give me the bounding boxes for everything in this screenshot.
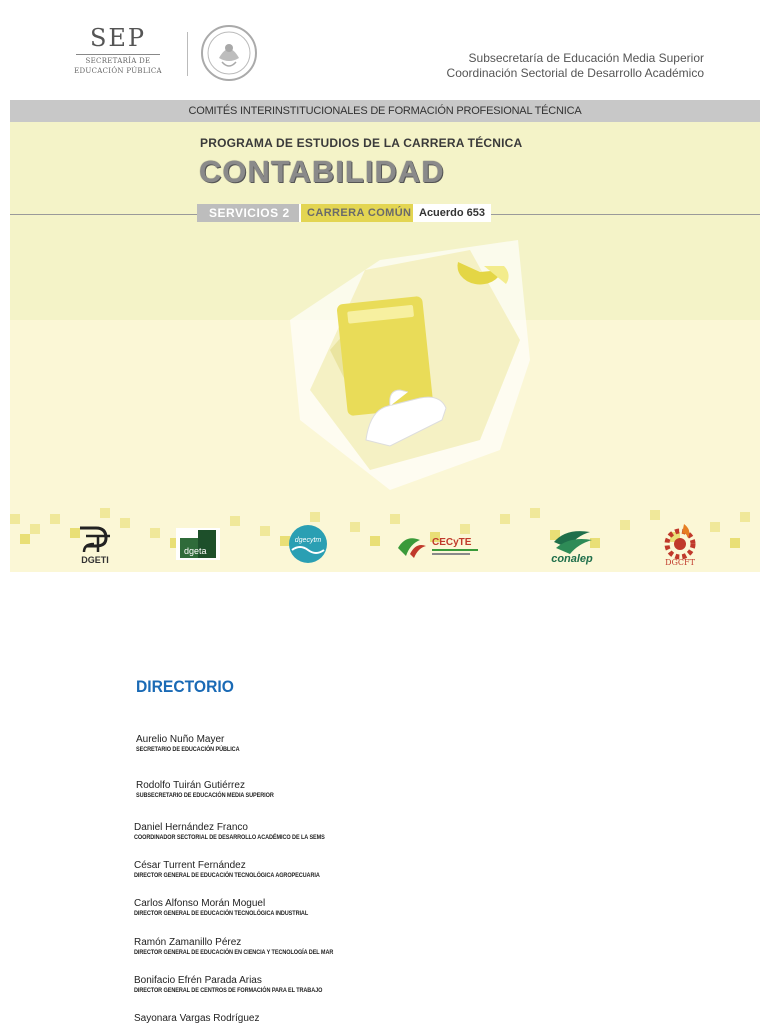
directory-entry bbox=[134, 1013, 259, 1025]
national-seal-icon bbox=[200, 24, 258, 82]
entry-name: Aurelio Nuño Mayer bbox=[136, 734, 225, 745]
sep-wordmark: SEP bbox=[89, 24, 147, 52]
sep-logo bbox=[68, 26, 168, 80]
entry-name: Rodolfo Tuirán Gutiérrez bbox=[136, 780, 245, 791]
committees-bar bbox=[10, 100, 760, 122]
coordinacion-label: Coordinación Sectorial de Desarrollo Académico bbox=[446, 66, 704, 80]
sep-logo-line2: EDUCACIÓN PÚBLICA bbox=[74, 67, 162, 75]
dgeta-text: dgeta bbox=[184, 546, 207, 556]
acuerdo-tag: Acuerdo 653 bbox=[413, 204, 491, 222]
header-divider bbox=[187, 32, 188, 76]
sep-logo-line1: SECRETARÍA DE bbox=[85, 57, 151, 65]
entry-role: DIRECTOR GENERAL DE EDUCACIÓN TECNOLÓGICA AGROPECUARIA bbox=[134, 872, 320, 879]
entry-name: César Turrent Fernández bbox=[134, 860, 246, 871]
entry-role: DIRECTOR GENERAL DE EDUCACIÓN TECNOLÓGICA INDUSTRIAL bbox=[134, 910, 309, 917]
checker-pattern bbox=[10, 508, 760, 572]
entry-name: Bonifacio Efrén Parada Arias bbox=[134, 975, 262, 986]
dgeta-logo-icon bbox=[176, 528, 220, 560]
subsecretaria-label: Subsecretaría de Educación Media Superior bbox=[468, 51, 704, 65]
sep-logo-rule bbox=[76, 54, 160, 55]
committees-text: COMITÉS INTERINSTITUCIONALES DE FORMACIÓN PROFESIONAL TÉCNICA bbox=[188, 105, 582, 117]
directory-entry bbox=[134, 898, 339, 918]
dgcft-label: DGCFT bbox=[665, 558, 695, 567]
entry-role: SECRETARIO DE EDUCACIÓN PÚBLICA bbox=[136, 746, 240, 753]
dgecytm-text: dgecytm bbox=[294, 537, 322, 544]
conalep-label: conalep bbox=[551, 553, 593, 565]
entry-role: COORDINADOR SECTORIAL DE DESARROLLO ACADÉMICO DE LA SEMS bbox=[134, 834, 325, 841]
accounting-illustration bbox=[270, 240, 530, 500]
directory-entry bbox=[134, 822, 358, 842]
cecyte-logo-icon bbox=[396, 532, 486, 560]
directory-entry bbox=[136, 780, 298, 800]
entry-name: Ramón Zamanillo Pérez bbox=[134, 937, 242, 948]
dgeti-label: DGETI bbox=[81, 555, 109, 565]
directory-entry bbox=[134, 975, 356, 995]
directory-entry bbox=[134, 860, 353, 880]
servicios-tag: SERVICIOS 2 bbox=[197, 204, 302, 222]
directory-entry bbox=[136, 734, 258, 754]
entry-name: Carlos Alfonso Morán Moguel bbox=[134, 898, 266, 909]
program-subtitle: PROGRAMA DE ESTUDIOS DE LA CARRERA TÉCNICA bbox=[200, 136, 523, 150]
entry-name: Sayonara Vargas Rodríguez bbox=[134, 1013, 260, 1024]
directory-heading: DIRECTORIO bbox=[136, 677, 234, 696]
entry-name: Daniel Hernández Franco bbox=[134, 822, 248, 833]
page-header bbox=[0, 0, 768, 100]
career-title: CONTABILIDAD bbox=[199, 154, 445, 189]
carrera-comun-tag: CARRERA COMÚN bbox=[299, 204, 419, 222]
directory-entry bbox=[134, 937, 368, 957]
entry-role: DIRECTOR GENERAL DE EDUCACIÓN EN CIENCIA Y TECNOLOGÍA DEL MAR bbox=[134, 949, 334, 956]
dgecytm-logo-icon bbox=[288, 524, 328, 564]
cecyte-text: CECyTE bbox=[432, 537, 472, 548]
entry-role: SUBSECRETARIO DE EDUCACIÓN MEDIA SUPERIOR bbox=[136, 792, 274, 799]
entry-role: DIRECTOR GENERAL DE CENTROS DE FORMACIÓN PARA EL TRABAJO bbox=[134, 987, 323, 994]
cover-banner bbox=[10, 100, 760, 572]
